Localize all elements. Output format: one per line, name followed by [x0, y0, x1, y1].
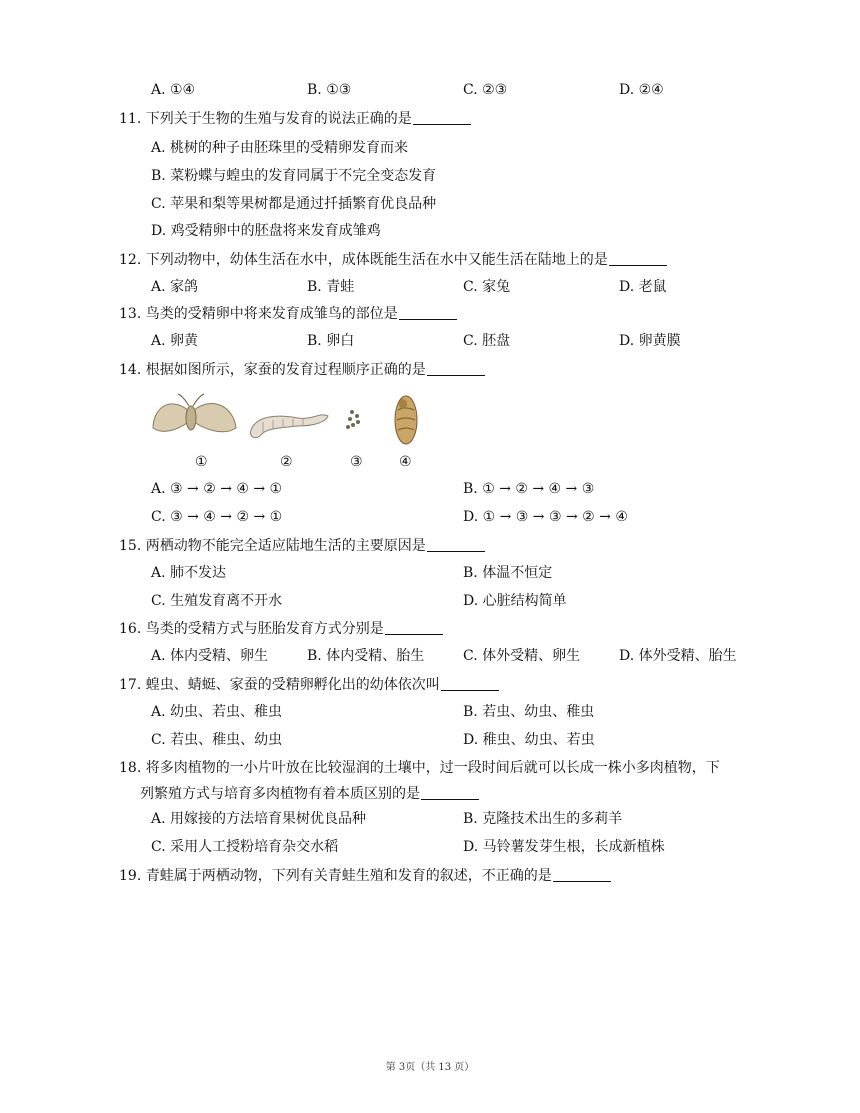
figure-label-1: ① [195, 454, 208, 470]
q12-stem: 12. 下列动物中，幼体生活在水中，成体既能生活在水中又能生活在陆地上的是 [119, 250, 667, 270]
q14-stem: 14. 根据如图所示，家蚕的发育过程顺序正确的是 [119, 360, 485, 380]
q17-option-c[interactable]: C. 若虫、稚虫、幼虫 [151, 732, 283, 748]
q18-option-c[interactable]: C. 采用人工授粉培育杂交水稻 [151, 839, 339, 855]
q12-option-c[interactable]: C. 家兔 [463, 279, 511, 295]
q15-option-b[interactable]: B. 体温不恒定 [463, 565, 553, 581]
q12-option-d[interactable]: D. 老鼠 [619, 279, 667, 295]
q11-option-c[interactable]: C. 苹果和梨等果树都是通过扦插繁育优良品种 [151, 196, 437, 212]
q13-option-d[interactable]: D. 卵黄膜 [619, 333, 681, 349]
q14-option-c[interactable]: C. ③ → ④ → ② → ① [151, 509, 283, 525]
q17-stem: 17. 蝗虫、蜻蜓、家蚕的受精卵孵化出的幼体依次叫 [119, 675, 499, 695]
q10-options-row [0, 80, 860, 100]
q13-option-a[interactable]: A. 卵黄 [151, 333, 199, 349]
page-footer: 第 3页（共 13 页） [385, 1062, 475, 1073]
q18-stem-line2: 列繁殖方式与培育多肉植物有着本质区别的是 [140, 784, 479, 804]
q11-stem-row [0, 109, 860, 129]
q17-option-d[interactable]: D. 稚虫、幼虫、若虫 [463, 732, 595, 748]
q16-option-c[interactable]: C. 体外受精、卵生 [463, 648, 581, 664]
q18-option-a[interactable]: A. 用嫁接的方法培育果树优良品种 [151, 811, 367, 827]
answer-blank[interactable] [441, 676, 499, 691]
q12-option-b[interactable]: B. 青蛙 [307, 279, 355, 295]
answer-blank[interactable] [427, 361, 485, 376]
q16-option-b[interactable]: B. 体内受精、胎生 [307, 648, 425, 664]
answer-blank[interactable] [413, 110, 471, 125]
answer-blank[interactable] [609, 251, 667, 266]
q10-option-a[interactable]: A. ①④ [151, 82, 196, 98]
q14-option-b[interactable]: B. ① → ② → ④ → ③ [463, 481, 595, 497]
q10-option-c[interactable]: C. ②③ [463, 82, 508, 98]
eggs-illustration [346, 410, 360, 429]
q11-stem: 11. 下列关于生物的生殖与发育的说法正确的是 [119, 109, 471, 129]
q17-option-b[interactable]: B. 若虫、幼虫、稚虫 [463, 704, 595, 720]
q15-option-c[interactable]: C. 生殖发育离不开水 [151, 593, 283, 609]
answer-blank[interactable] [399, 305, 457, 320]
q18-stem-line1: 18. 将多肉植物的一小片叶放在比较湿润的土壤中，过一段时间后就可以长成一株小多肉植物，下 [119, 760, 720, 776]
q15-stem: 15. 两栖动物不能完全适应陆地生活的主要原因是 [119, 536, 485, 556]
q18-option-d[interactable]: D. 马铃薯发芽生根，长成新植株 [463, 839, 665, 855]
figure-label-2: ② [280, 454, 293, 470]
q13-stem: 13. 鸟类的受精卵中将来发育成雏鸟的部位是 [119, 304, 457, 324]
q15-option-a[interactable]: A. 肺不发达 [151, 565, 227, 581]
answer-blank[interactable] [421, 785, 479, 800]
q11-option-d[interactable]: D. 鸡受精卵中的胚盘将来发育成雏鸡 [151, 223, 381, 239]
answer-blank[interactable] [385, 620, 443, 635]
q18-option-b[interactable]: B. 克隆技术出生的多莉羊 [463, 811, 623, 827]
q13-option-b[interactable]: B. 卵白 [307, 333, 355, 349]
pupa-illustration [395, 396, 417, 444]
q14-option-a[interactable]: A. ③ → ② → ④ → ① [151, 481, 283, 497]
q16-stem: 16. 鸟类的受精方式与胚胎发育方式分别是 [119, 619, 443, 639]
q10-option-b[interactable]: B. ①③ [307, 82, 352, 98]
q15-option-d[interactable]: D. 心脏结构简单 [463, 593, 567, 609]
q11-option-b[interactable]: B. 菜粉蝶与蝗虫的发育同属于不完全变态发育 [151, 168, 437, 184]
q19-stem: 19. 青蛙属于两栖动物，下列有关青蛙生殖和发育的叙述，不正确的是 [119, 866, 611, 886]
q17-option-a[interactable]: A. 幼虫、若虫、稚虫 [151, 704, 283, 720]
q16-option-a[interactable]: A. 体内受精、卵生 [151, 648, 269, 664]
q10-option-d[interactable]: D. ②④ [619, 82, 664, 98]
q11-option-a[interactable]: A. 桃树的种子由胚珠里的受精卵发育而来 [151, 140, 409, 156]
figure-label-4: ④ [399, 454, 412, 470]
figure-label-3: ③ [350, 454, 363, 470]
q14-option-d[interactable]: D. ① → ③ → ③ → ② → ④ [463, 509, 628, 525]
larva-illustration [251, 415, 328, 438]
moth-illustration [153, 394, 236, 432]
answer-blank[interactable] [553, 867, 611, 882]
answer-blank[interactable] [427, 537, 485, 552]
q13-option-c[interactable]: C. 胚盘 [463, 333, 511, 349]
q12-option-a[interactable]: A. 家鸽 [151, 279, 199, 295]
q16-option-d[interactable]: D. 体外受精、胎生 [619, 648, 737, 664]
